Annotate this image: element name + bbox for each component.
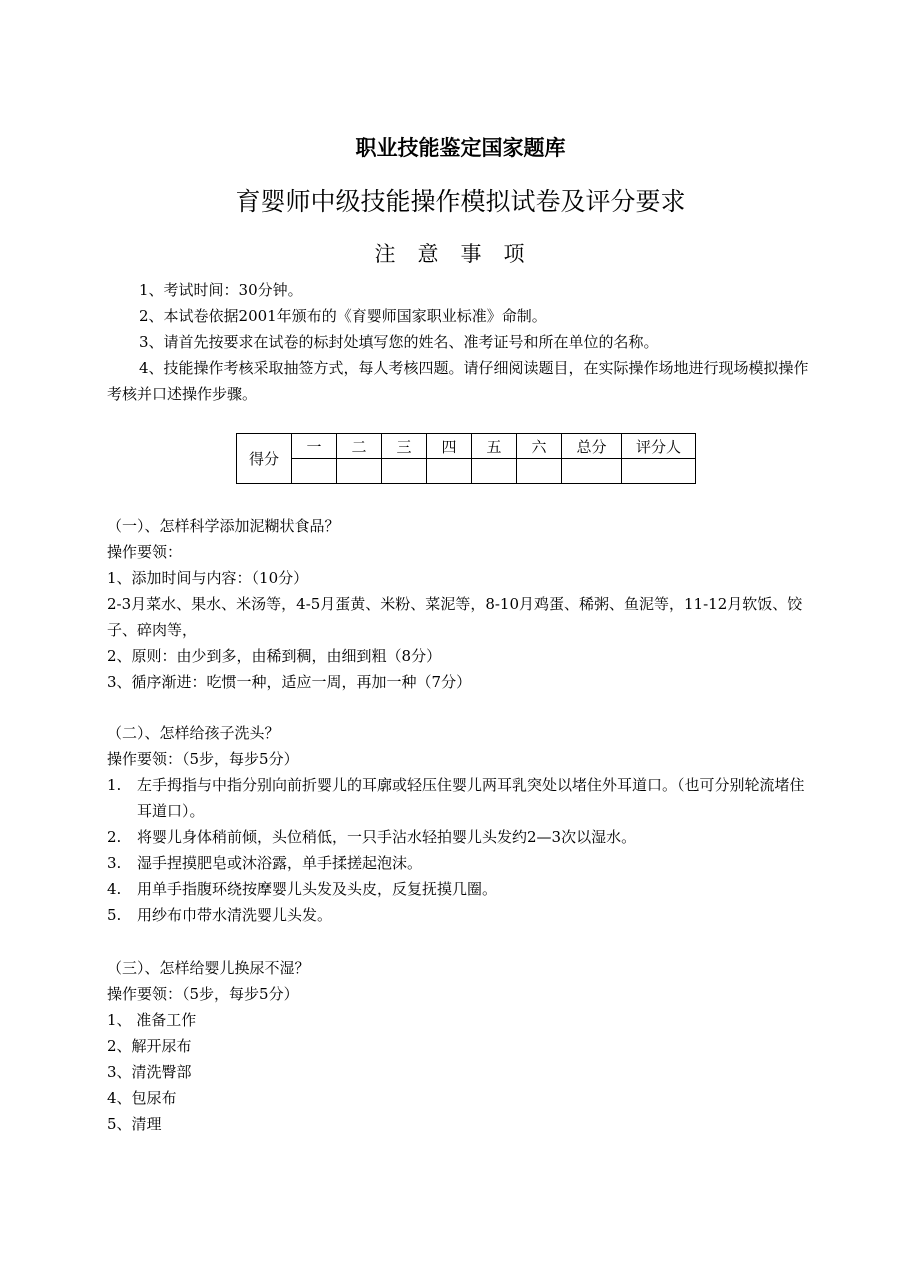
answer-line: 2-3月菜水、果水、米汤等，4-5月蛋黄、米粉、菜泥等，8-10月鸡蛋、稀粥、鱼泥等，11-12月软饭、饺子、碎肉等， — [107, 595, 803, 639]
question-2 — [107, 720, 819, 928]
question-subheading: 操作要领：（5步，每步5分） — [107, 750, 299, 768]
step-text: 用纱布巾带水清洗婴儿头发。 — [137, 906, 333, 924]
notice-item: 2、本试卷依据2001年颁布的《育婴师国家职业标准》命制。 — [139, 307, 547, 325]
notice-item: 4、技能操作考核采取抽签方式，每人考核四题。请仔细阅读题目，在实际操作场地进行现场模拟操作考核并口述操作步骤。 — [107, 359, 809, 403]
step-line: 1、 准备工作 — [107, 1011, 197, 1029]
step-number: 5. — [107, 906, 122, 924]
notice-list — [107, 277, 819, 407]
step-text: 湿手捏摸肥皂或沐浴露，单手揉搓起泡沫。 — [137, 854, 423, 872]
score-header: 五 — [472, 434, 517, 459]
step-number: 1. — [107, 776, 122, 794]
notice-item: 3、请首先按要求在试卷的标封处填写您的姓名、准考证号和所在单位的名称。 — [139, 333, 659, 351]
score-header: 二 — [337, 434, 382, 459]
score-cell[interactable] — [292, 459, 337, 484]
question-title: （一）、怎样科学添加泥糊状食品？ — [107, 517, 340, 535]
score-cell[interactable] — [427, 459, 472, 484]
score-cell[interactable] — [337, 459, 382, 484]
notice-item: 1、考试时间：30分钟。 — [139, 281, 303, 299]
exam-bank-title: 职业技能鉴定国家题库 — [355, 136, 566, 160]
answer-line: 1、添加时间与内容：（10分） — [107, 569, 309, 587]
step-number: 4. — [107, 880, 122, 898]
step-number: 3. — [107, 854, 122, 872]
score-cell[interactable] — [562, 459, 622, 484]
step-number: 2. — [107, 828, 122, 846]
paper-title: 育婴师中级技能操作模拟试卷及评分要求 — [235, 187, 686, 216]
score-header: 评分人 — [622, 434, 696, 459]
score-table — [236, 433, 696, 484]
step-line: 2、解开尿布 — [107, 1037, 192, 1055]
question-subheading: 操作要领： — [107, 543, 183, 561]
score-row-label: 得分 — [237, 434, 292, 484]
answer-line: 3、循序渐进：吃惯一种，适应一周，再加一种（7分） — [107, 673, 472, 691]
step-line: 4、包尿布 — [107, 1089, 177, 1107]
question-title: （三）、怎样给婴儿换尿不湿？ — [107, 959, 310, 977]
score-header: 三 — [382, 434, 427, 459]
score-cell[interactable] — [382, 459, 427, 484]
step-item — [107, 902, 819, 928]
score-cell[interactable] — [622, 459, 696, 484]
score-header: 六 — [517, 434, 562, 459]
question-subheading: 操作要领：（5步，每步5分） — [107, 985, 299, 1003]
score-header: 总分 — [562, 434, 622, 459]
step-line: 5、清理 — [107, 1115, 162, 1133]
question-title: （二）、怎样给孩子洗头？ — [107, 724, 280, 742]
step-item — [107, 850, 819, 876]
step-item — [107, 876, 819, 902]
step-text: 将婴儿身体稍前倾，头位稍低，一只手沾水轻拍婴儿头发约2—3次以湿水。 — [137, 828, 637, 846]
step-line: 3、清洗臀部 — [107, 1063, 192, 1081]
question-3 — [107, 955, 819, 1137]
step-item — [107, 772, 819, 824]
score-cell[interactable] — [472, 459, 517, 484]
score-cell[interactable] — [517, 459, 562, 484]
score-header: 一 — [292, 434, 337, 459]
step-text: 用单手指腹环绕按摩婴儿头发及头皮，反复抚摸几圈。 — [137, 880, 498, 898]
answer-line: 2、原则：由少到多，由稀到稠，由细到粗（8分） — [107, 647, 442, 665]
step-item — [107, 824, 819, 850]
question-1 — [107, 513, 819, 695]
notice-heading: 注意事项 — [374, 242, 547, 266]
step-text: 左手拇指与中指分别向前折婴儿的耳廓或轻压住婴儿两耳乳突处以堵住外耳道口。（也可分别轮流堵住耳道口）。 — [137, 776, 805, 820]
score-header: 四 — [427, 434, 472, 459]
